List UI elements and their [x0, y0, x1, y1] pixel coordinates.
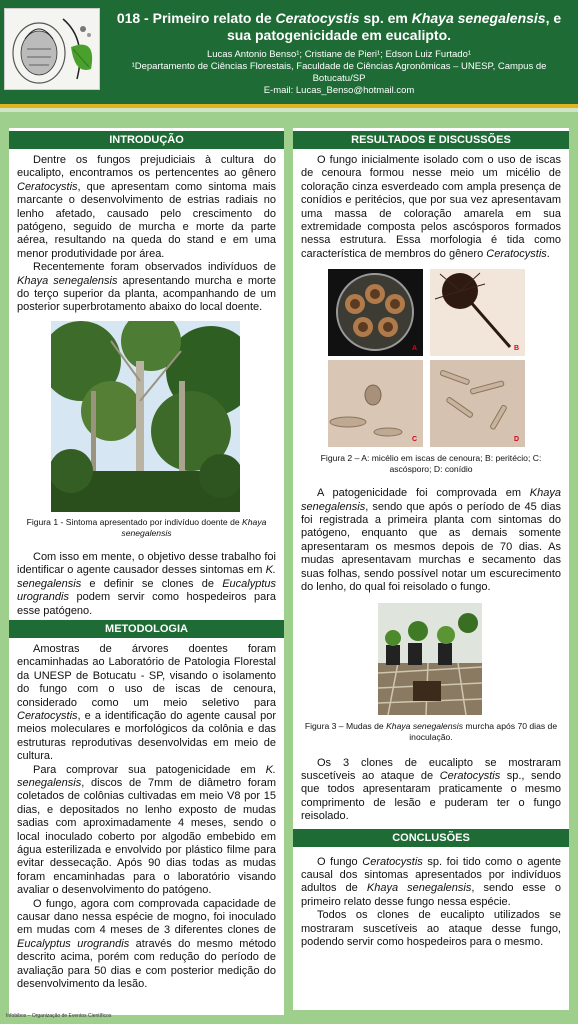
email: E-mail: Lucas_Benso@hotmail.com: [263, 85, 415, 96]
figure-2d-label: D: [513, 436, 519, 444]
results-paragraph-1: [293, 154, 569, 261]
text-run: Eucalyptus urograndis: [17, 577, 276, 604]
text-run: sp., sendo que todos apresentaram praticamente o mesmo comprimento de lesão e puderam ter o fungo reisolado.: [301, 769, 561, 823]
figure-2c-label: C: [411, 436, 417, 444]
text-run: Dentre os fungos prejudiciais à cultura do eucalipto, encontramos os pertencentes ao gênero: [17, 154, 276, 180]
method-paragraph-1: [9, 643, 284, 764]
text-run: Khaya senegalensis: [17, 274, 118, 287]
figure-2b-perithecium: [430, 269, 525, 356]
figure-1-tree-photo: [51, 321, 240, 512]
section-title-metodologia: METODOLOGIA: [9, 620, 284, 638]
text-run: Figura 1 - Sintoma apresentado por indivíduo doente de: [26, 516, 243, 527]
figure-3-caption: [293, 721, 569, 743]
footer-credit: Infobibos – Organização de Eventos Científicos: [6, 1013, 112, 1019]
text-run: Os 3 clones de eucalipto se mostraram suscetíveis ao ataque de: [301, 756, 561, 782]
poster-header: [0, 0, 578, 108]
text-run: Khaya senegalensis: [121, 516, 267, 538]
text-run: Para comprovar sua patogenicidade em: [33, 763, 266, 776]
intro-paragraph-1: [9, 154, 284, 261]
text-run: , sendo que após o período de 45 dias foi registrada a primeira planta com sintomas do patógeno, enquanto que as demais somente apresentaram os mesmos depois de 70 dias. As mudas apresentavam murchas e secamento das suas folhas, sendo possível notar um escurecimento do lenho, do qual foi reisolado o fungo.: [301, 500, 561, 594]
header-text: [104, 10, 574, 97]
text-run: O fungo inicialmente isolado com o uso de iscas de cenoura formou nesse meio um micélio de coloração cinza esverdeado com ampla presença de conídios e peritécios, que por sua vez apresentavam uma massa de coloração amarela em sua extremidade composta pelos ascósporos formados nessa estrutura. Essa morfologia é tida como característica de membros do gênero: [301, 154, 561, 260]
text-run: Ceratocystis: [486, 247, 547, 260]
text-run: sp. foi tido como o agente causal dos sintomas apresentados por indivíduos adultos de: [301, 855, 561, 895]
section-title-conclusoes: CONCLUSÕES: [293, 829, 569, 847]
text-run: Figura 3 – Mudas de: [304, 720, 387, 731]
text-run: Khaya senegalensis: [301, 487, 561, 513]
figure-2-caption: Figura 2 – A: micélio em iscas de cenoura; B: peritécio; C: ascósporo; D: conídio: [320, 453, 542, 475]
text-run: murcha após 70 dias de inoculação.: [409, 720, 558, 742]
figure-2b-label: B: [513, 345, 519, 353]
figure-2d-conidium: [430, 360, 525, 447]
text-run: O fungo: [317, 855, 363, 868]
intro-paragraph-2: [9, 261, 284, 315]
section-title-introducao: INTRODUÇÃO: [9, 131, 284, 149]
figure-2c-ascospore: [328, 360, 423, 447]
method-paragraph-3: [9, 898, 284, 992]
right-column: [293, 128, 569, 1010]
text-run: Recentemente foram observados indivíduos de: [33, 261, 276, 274]
text-run: Ceratocystis: [439, 769, 501, 782]
fungus-logo-icon: [5, 9, 100, 90]
left-column: [9, 128, 284, 1015]
conclusion-paragraph-1: [293, 856, 569, 910]
text-run: , que apresentam como sintoma mais marcante o desenvolvimento de estrias radiais no lenho afetado, causado pelo crescimento do patógeno, seguido de murcha e morte da parte aérea, resultando na queda do stand e em uma menor produtividade por área.: [17, 180, 276, 260]
title-part: 018 - Primeiro relato de: [116, 10, 276, 26]
text-run: Ceratocystis: [362, 855, 423, 868]
intro-paragraph-3: [9, 551, 284, 618]
title-host: Khaya senegalensis: [411, 10, 546, 26]
text-run: Khaya senegalensis: [386, 720, 463, 731]
conclusion-paragraph-2: Todos os clones de eucalipto utilizados se mostraram suscetíveis ao ataque desse fungo, podendo servir como hospedeiros para o mesmo.: [301, 909, 561, 948]
text-run: .: [546, 247, 550, 260]
text-run: , discos de 7mm de diâmetro foram coletados de colônias cultivadas em meio V8 por 15 dias, e depositados no lenho exposto de mudas sadias com aproximadamente 4 meses, sendo o local inoculado coberto por algodão embebido em água esterilizada e envolvido por plástico filme para evitar dessecação. Após 90 dias todas as mudas foram encaminhadas para o laboratório visando avaliar o desenvolvimento do patógeno.: [17, 776, 276, 897]
text-run: através do mesmo método descrito acima, porém com redução do período de avaliação para 50 dias e com posterior medição do desenvolvimento da lesão.: [17, 937, 276, 991]
text-run: Eucalyptus urograndis: [17, 937, 130, 950]
affiliation: ¹Departamento de Ciências Florestais, Faculdade de Ciências Agronômicas – UNESP, Campus de Botucatu/SP: [131, 61, 547, 84]
poster-title: [104, 10, 574, 44]
results-paragraph-3: [293, 757, 569, 824]
text-run: , e a identificação do agente causal por meios moleculares e morfológicos da colônia e das estruturas reprodutivas desenvolvidas em meio de cultura.: [17, 709, 276, 763]
text-run: Amostras de árvores doentes foram encaminhadas ao Laboratório de Patologia Florestal da UNESP de Botucatu - SP, visando o isolamento do fungo com o uso de iscas de cenoura, considerado como um meio seletivo para: [17, 642, 276, 709]
text-run: podem servir como hospedeiros para esse patógeno.: [17, 591, 276, 617]
method-paragraph-2: [9, 764, 284, 898]
text-run: apresentando murcha e morte do terço superior da planta, acompanhando de um posterior superbrotamento abaixo do local doente.: [17, 274, 276, 314]
text-run: , sendo esse o primeiro relato desse fungo nessa espécie.: [301, 882, 561, 908]
figure-2-grid: [328, 269, 528, 447]
figure-2a-petri-dish: [328, 269, 423, 356]
authors: Lucas Antonio Benso¹; Cristiane de Pieri¹; Edson Luiz Furtado¹: [206, 49, 472, 60]
figure-3-seedlings-photo: [378, 603, 482, 715]
results-paragraph-2: [293, 487, 569, 594]
text-run: Com isso em mente, o objetivo desse trabalho foi identificar o agente causador desses sintomas em: [17, 550, 276, 577]
text-run: O fungo, agora com comprovada capacidade de causar dano nessa espécie de mogno, foi inoculado em mudas com 4 meses de 3 diferentes clones de: [17, 897, 276, 937]
text-run: Ceratocystis: [17, 709, 78, 722]
text-run: A patogenicidade foi comprovada em: [317, 487, 530, 500]
text-run: e definir se clones de: [81, 577, 223, 590]
title-genus: Ceratocystis: [275, 10, 360, 26]
figure-2a-label: A: [411, 345, 417, 353]
text-run: Khaya senegalensis: [366, 882, 472, 895]
text-run: Ceratocystis: [17, 180, 78, 193]
poster-logo: [4, 8, 100, 90]
text-run: K. senegalensis: [17, 763, 276, 789]
figure-1-caption: [9, 517, 284, 539]
title-part: , e sua patogenicidade em eucalipto.: [226, 10, 562, 43]
text-run: K. senegalensis: [17, 564, 276, 590]
section-title-resultados: RESULTADOS E DISCUSSÕES: [293, 131, 569, 149]
title-part: sp. em: [359, 10, 412, 26]
